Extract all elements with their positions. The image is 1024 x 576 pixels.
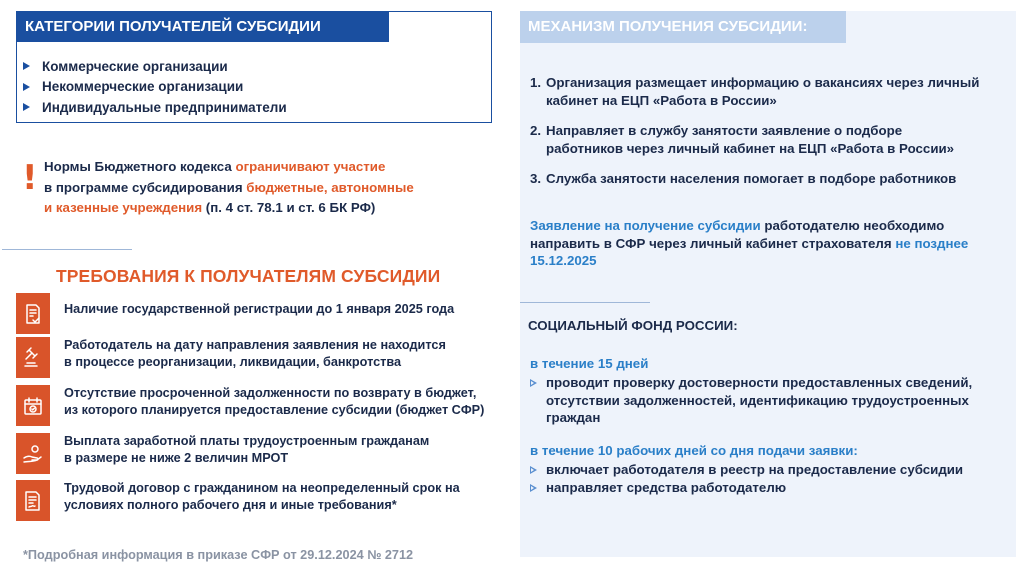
mechanism-steps	[530, 74, 1010, 201]
categories-list	[23, 56, 287, 118]
hand-coin-icon	[16, 433, 50, 474]
triangle-outline-icon	[530, 484, 537, 492]
list-item: 2. Направляет в службу занятости заявление о подборе работников через личный кабинет на ЕЦП «Работа в России»	[530, 123, 955, 156]
divider	[2, 249, 132, 250]
triangle-outline-icon	[530, 466, 537, 474]
list-item: 1. Организация размещает информацию о вакансиях через личный кабинет на ЕЦП «Работа в России»	[530, 75, 980, 108]
list-item: 3. Служба занятости населения помогает в подборе работников	[530, 171, 957, 186]
period-10-list	[530, 461, 1000, 496]
gavel-icon	[16, 337, 50, 378]
period-15-list	[530, 374, 1000, 427]
triangle-bullet-icon	[23, 103, 30, 111]
period-10-days: в течение 10 рабочих дней со дня подачи заявки:	[530, 443, 858, 458]
triangle-outline-icon	[530, 379, 537, 387]
exclamation-icon: !	[22, 158, 38, 198]
requirement-item: Отсутствие просроченной задолженности по возврату в бюджет, из которого планируется предоставление субсидии (бюджет СФР)	[16, 385, 516, 426]
sfr-title: СОЦИАЛЬНЫЙ ФОНД РОССИИ:	[528, 318, 738, 333]
list-item: Индивидуальные предприниматели	[23, 97, 287, 118]
categories-title: КАТЕГОРИИ ПОЛУЧАТЕЛЕЙ СУБСИДИИ	[17, 12, 389, 42]
mechanism-title: МЕХАНИЗМ ПОЛУЧЕНИЯ СУБСИДИИ:	[520, 11, 846, 43]
categories-box	[16, 11, 492, 123]
calendar-check-icon	[16, 385, 50, 426]
contract-sign-icon	[16, 480, 50, 521]
list-item: Некоммерческие организации	[23, 77, 287, 98]
triangle-bullet-icon	[23, 62, 30, 70]
application-note: Заявление на получение субсидии работодателю необходимо направить в СФР через личный кабинет страхователя не позднее 15.12.2025	[530, 218, 969, 268]
requirement-item: Наличие государственной регистрации до 1 января 2025 года	[16, 293, 516, 334]
list-item: направляет средства работодателю	[530, 479, 1000, 497]
footnote: *Подробная информация в приказе СФР от 29.12.2024 № 2712	[23, 548, 414, 562]
budget-note: Нормы Бюджетного кодекса ограничивают участие в программе субсидирования бюджетные, автономные и казенные учреждения (п. 4 ст. 78.1 и ст. 6 БК РФ)	[44, 159, 414, 215]
requirement-item: Выплата заработной платы трудоустроенным гражданам в размере не ниже 2 величин МРОТ	[16, 433, 516, 474]
document-check-icon	[16, 293, 50, 334]
requirements-title: ТРЕБОВАНИЯ К ПОЛУЧАТЕЛЯМ СУБСИДИИ	[56, 266, 441, 286]
divider	[520, 302, 650, 303]
requirement-item: Работодатель на дату направления заявления не находится в процессе реорганизации, ликвидации, банкротства	[16, 337, 516, 378]
period-15-days: в течение 15 дней	[530, 356, 649, 371]
list-item: Коммерческие организации	[23, 56, 287, 77]
list-item: проводит проверку достоверности предоставленных сведений, отсутствии задолженностей, идентификацию трудоустроенных граждан	[530, 374, 1000, 427]
mechanism-panel	[520, 11, 1016, 557]
requirement-item: Трудовой договор с гражданином на неопределенный срок на условиях полного рабочего дня и иные требования*	[16, 480, 516, 521]
list-item: включает работодателя в реестр на предоставление субсидии	[530, 461, 1000, 479]
triangle-bullet-icon	[23, 83, 30, 91]
